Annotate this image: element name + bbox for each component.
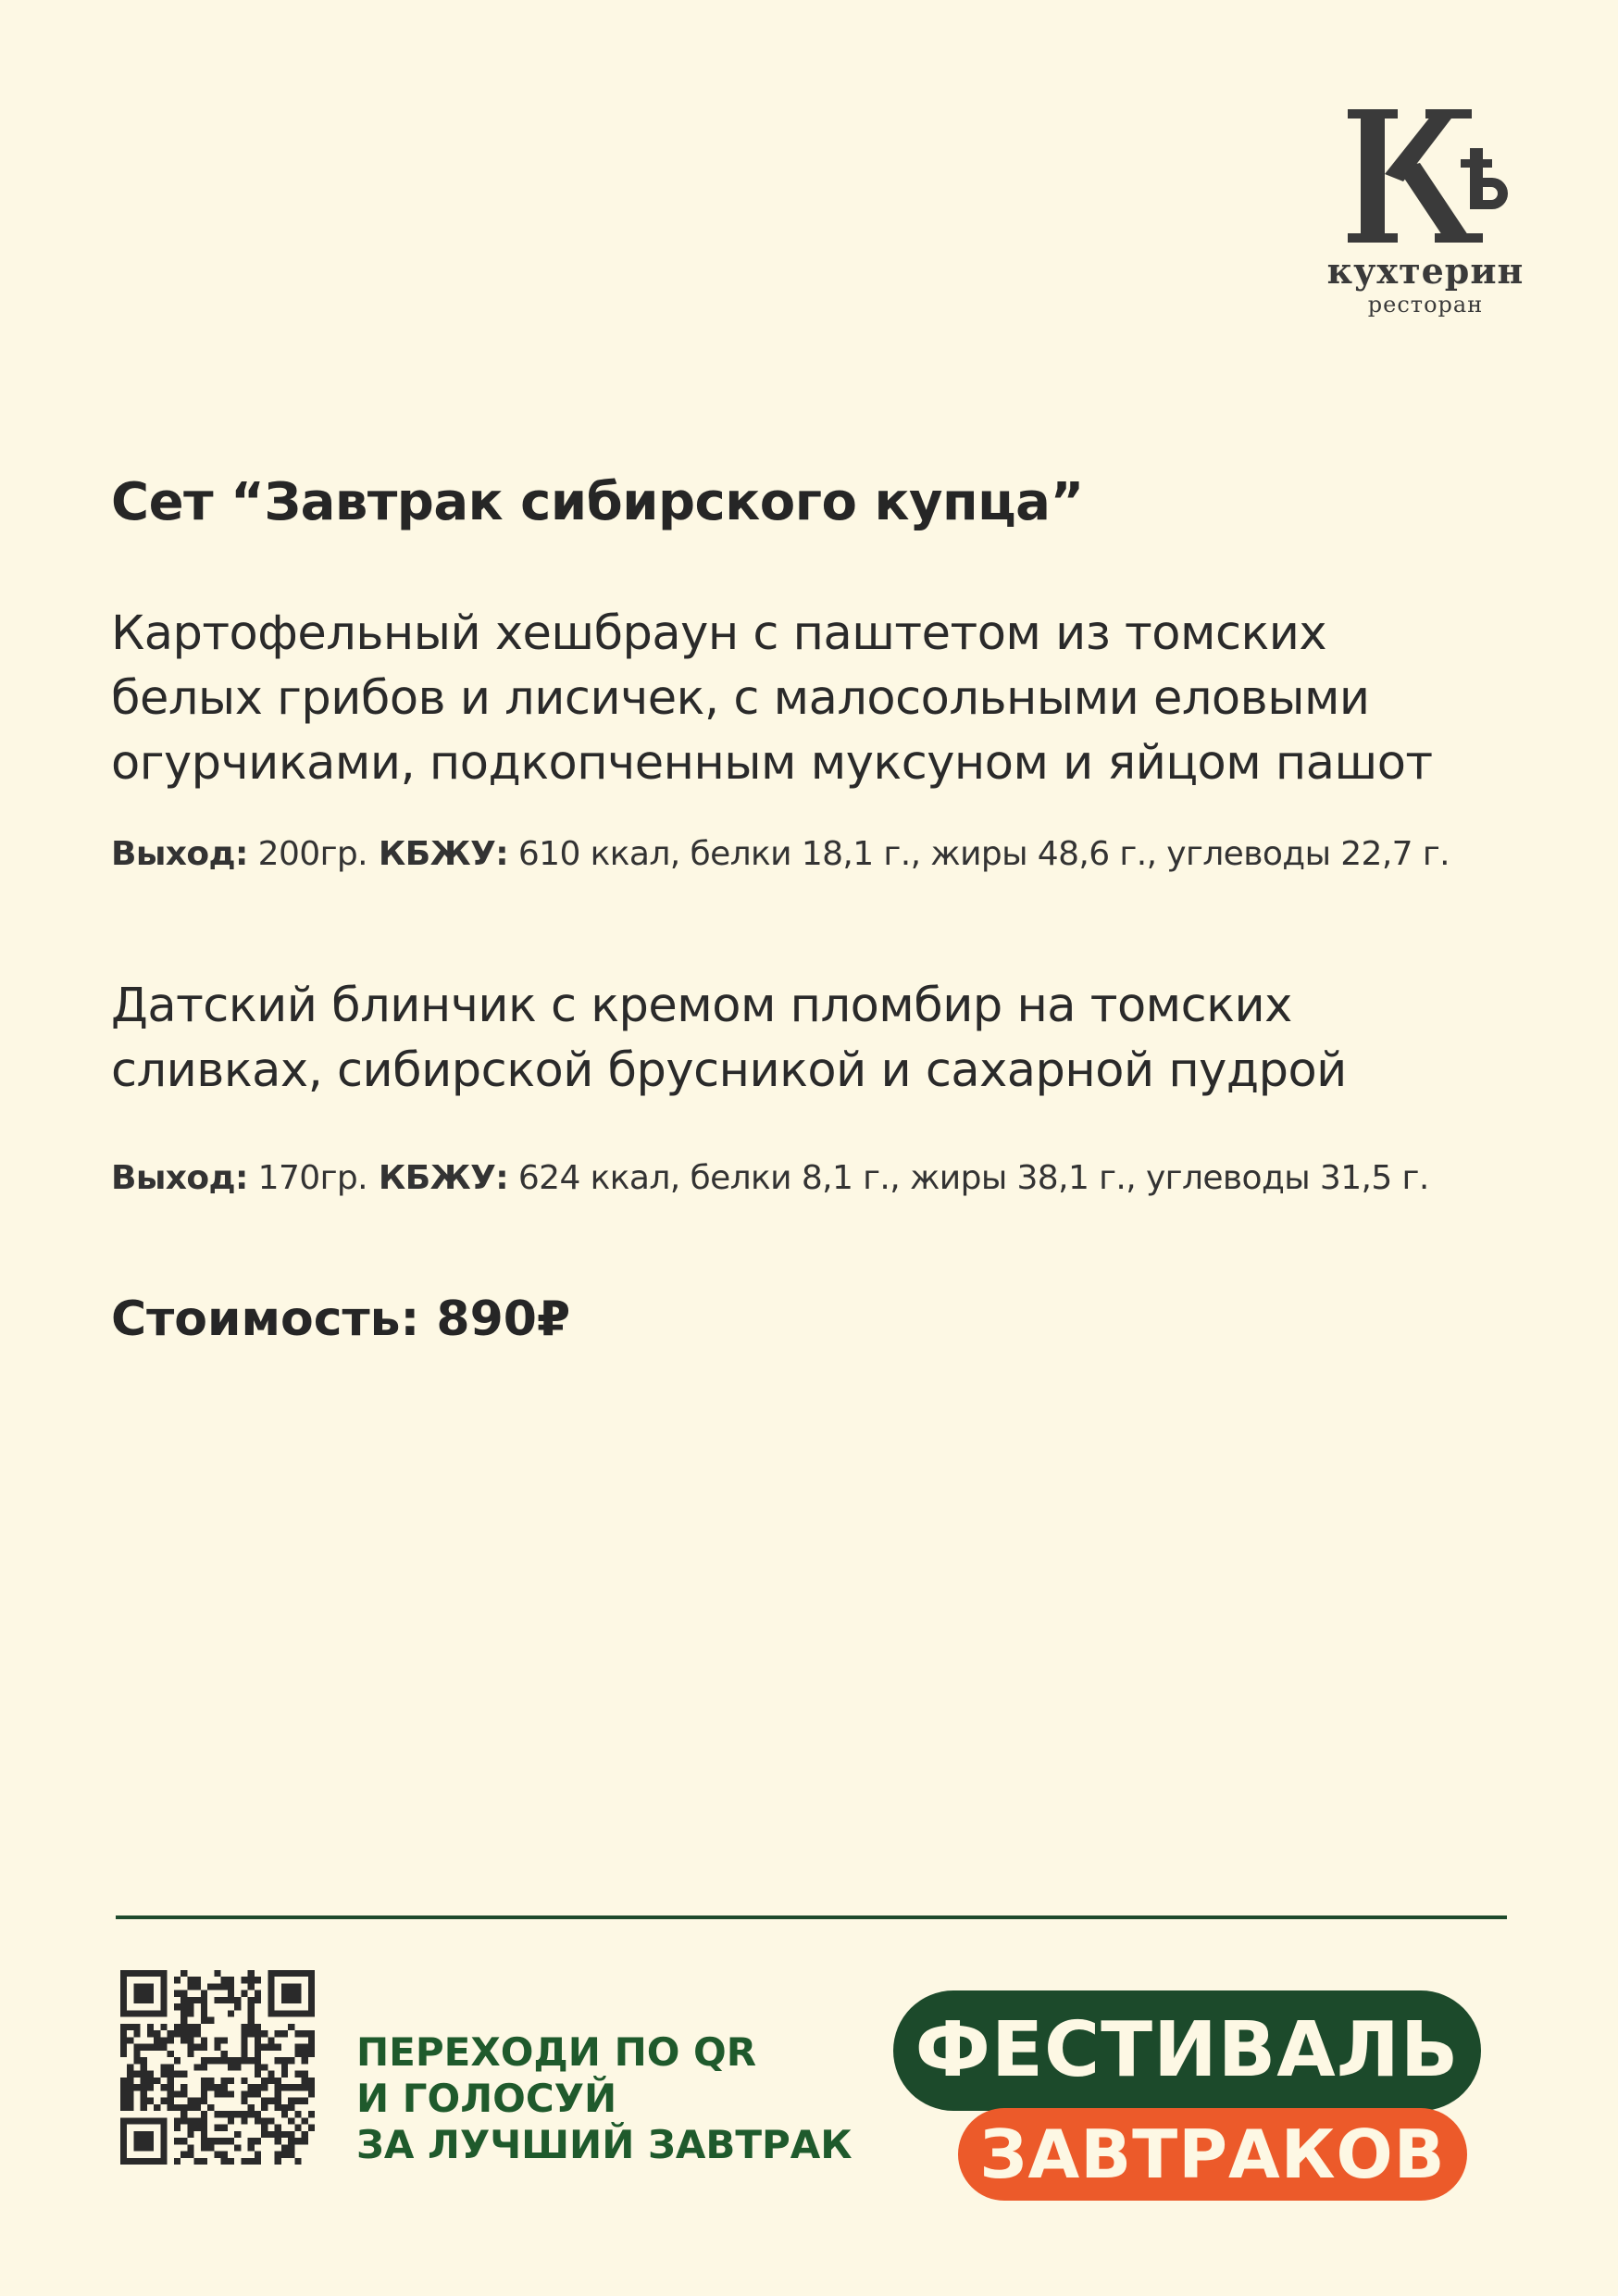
- dish-1-name: [111, 602, 1518, 796]
- dish-1-name-line: огурчиками, подкопченным муксуном и яйцом пашот: [111, 736, 1433, 791]
- footer-divider: [116, 1915, 1507, 1919]
- festival-badge-bottom: ЗАВТРАКОВ: [958, 2108, 1467, 2201]
- set-title: Сет “Завтрак сибирского купца”: [111, 472, 1084, 532]
- dish-1-nutrition: [111, 835, 1546, 873]
- yield-value: 170гр.: [247, 1159, 367, 1197]
- vote-call-to-action: [356, 2029, 853, 2168]
- kbju-value: 610 ккал, белки 18,1 г., жиры 48,6 г., углеводы 22,7 г.: [508, 835, 1450, 873]
- logo-subtitle: ресторан: [1367, 292, 1484, 318]
- yield-label: Выход:: [111, 1159, 248, 1197]
- restaurant-logo-icon: [1342, 102, 1509, 250]
- dish-2-name-line: Датский блинчик с кремом пломбир на томских: [111, 979, 1292, 1033]
- dish-2-name: [111, 974, 1518, 1104]
- cta-line: ПЕРЕХОДИ ПО QR: [356, 2029, 757, 2075]
- dish-1-name-line: белых грибов и лисичек, с малосольными еловыми: [111, 671, 1370, 726]
- kbju-label: КБЖУ:: [367, 835, 509, 873]
- dish-2-name-line: сливках, сибирской брусникой и сахарной пудрой: [111, 1043, 1347, 1098]
- qr-code-icon[interactable]: [120, 1970, 315, 2165]
- price: Стоимость: 890₽: [111, 1292, 571, 1347]
- logo-name: кухтерин: [1326, 250, 1525, 292]
- cta-line: И ГОЛОСУЙ: [356, 2076, 617, 2121]
- restaurant-logo: [1301, 102, 1550, 324]
- festival-badge-top: ФЕСТИВАЛЬ: [893, 1990, 1481, 2111]
- yield-label: Выход:: [111, 835, 248, 873]
- dish-2-nutrition: [111, 1159, 1546, 1197]
- kbju-value: 624 ккал, белки 8,1 г., жиры 38,1 г., углеводы 31,5 г.: [508, 1159, 1429, 1197]
- kbju-label: КБЖУ:: [367, 1159, 509, 1197]
- cta-line: ЗА ЛУЧШИЙ ЗАВТРАК: [356, 2122, 853, 2167]
- dish-1-name-line: Картофельный хешбраун с паштетом из томских: [111, 606, 1327, 661]
- yield-value: 200гр.: [247, 835, 367, 873]
